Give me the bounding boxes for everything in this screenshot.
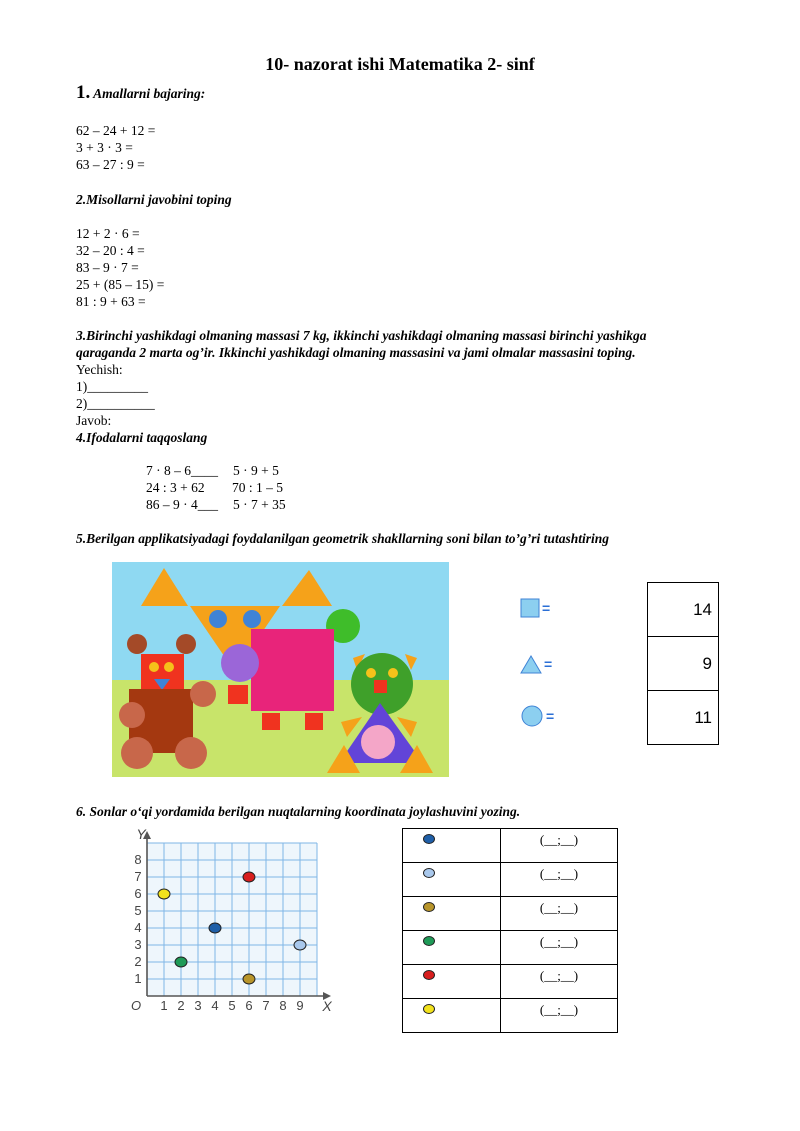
color-dot-icon	[423, 1004, 435, 1014]
coordinates-row	[403, 829, 618, 863]
origin-label: O	[130, 998, 142, 1013]
y-tick-label: 1	[134, 971, 142, 986]
x-tick-label: 5	[228, 998, 236, 1013]
grid-point	[243, 872, 255, 882]
color-dot-icon	[423, 936, 435, 946]
y-tick-label: 6	[134, 886, 142, 901]
task4-left: 7 · 8 – 6____	[146, 463, 218, 478]
color-dot-icon	[423, 970, 435, 980]
dot-cell	[403, 829, 501, 863]
task1-line: 63 – 27 : 9 =	[76, 157, 145, 172]
number-cell: 9	[648, 637, 719, 691]
task4-row	[146, 479, 283, 496]
y-tick-label: 2	[134, 954, 142, 969]
task4-right: 70 : 1 – 5	[232, 480, 284, 495]
task2-line: 25 + (85 – 15) =	[76, 277, 165, 292]
legend-equals: =	[542, 600, 551, 616]
grid-point	[175, 957, 187, 967]
task2-line: 32 – 20 : 4 =	[76, 243, 145, 258]
number-cell: 14	[648, 583, 719, 637]
task4-right: 5 · 7 + 35	[233, 497, 286, 512]
grid-point	[294, 940, 306, 950]
x-tick-label: 1	[160, 998, 168, 1013]
dot-cell	[403, 897, 501, 931]
dot-cell	[403, 931, 501, 965]
coordinate-blank: (__;__)	[501, 897, 618, 931]
coordinate-blank: (__;__)	[501, 965, 618, 999]
x-tick-label: 9	[296, 998, 304, 1013]
coordinates-table	[402, 828, 618, 1033]
x-axis-label: X	[322, 998, 332, 1014]
circle-icon	[520, 705, 544, 727]
color-dot-icon	[423, 902, 435, 912]
task1-line: 3 + 3 · 3 =	[76, 140, 133, 155]
x-tick-label: 4	[211, 998, 219, 1013]
dot-cell	[403, 965, 501, 999]
color-dot-icon	[423, 834, 435, 844]
color-dot-icon	[423, 868, 435, 878]
legend-square	[520, 598, 550, 618]
x-tick-label: 3	[194, 998, 202, 1013]
task3-heading-line1: 3.Birinchi yashikdagi olmaning massasi 7 kg, ikkinchi yashikdagi olmaning massasi birinchi yashikga	[76, 328, 647, 343]
coordinate-blank: (__;__)	[501, 999, 618, 1033]
task6-heading: 6. Sonlar o‘qi yordamida berilgan nuqtalarning koordinata joylashuvini yozing.	[76, 804, 521, 819]
y-axis-label: Y	[136, 826, 146, 842]
coordinates-row	[403, 999, 618, 1033]
legend-circle	[520, 705, 554, 727]
dot-cell	[403, 999, 501, 1033]
task3-heading-line2: qaraganda 2 marta og’ir. Ikkinchi yashikdagi olmaning massasini va jami olmalar massasini toping.	[76, 345, 636, 360]
coordinates-row	[403, 931, 618, 965]
y-tick-label: 8	[134, 852, 142, 867]
task4-row	[146, 496, 286, 513]
triangle-icon	[520, 654, 542, 674]
y-tick-label: 4	[134, 920, 142, 935]
x-tick-label: 7	[262, 998, 270, 1013]
legend-equals: =	[544, 656, 553, 672]
task4-left: 86 – 9 · 4___	[146, 497, 218, 512]
legend-triangle	[520, 654, 552, 674]
x-tick-label: 8	[279, 998, 287, 1013]
task3-step1: 1)_________	[76, 379, 148, 394]
task4-heading: 4.Ifodalarni taqqoslang	[76, 430, 208, 445]
task4-right: 5 · 9 + 5	[233, 463, 279, 478]
coordinates-row	[403, 965, 618, 999]
task1-heading-text: Amallarni bajaring:	[90, 86, 206, 101]
task2-heading: 2.Misollarni javobini toping	[76, 192, 232, 207]
grid-point	[158, 889, 170, 899]
numbers-table	[647, 582, 719, 745]
number-cell: 11	[648, 691, 719, 745]
task2-line: 12 + 2 · 6 =	[76, 226, 140, 241]
dot-cell	[403, 863, 501, 897]
task1-heading	[76, 84, 205, 102]
task3-solution-label: Yechish:	[76, 362, 123, 377]
task2-line: 83 – 9 · 7 =	[76, 260, 139, 275]
y-tick-label: 3	[134, 937, 142, 952]
applique-picture	[112, 562, 449, 777]
grid-point	[209, 923, 221, 933]
x-tick-label: 6	[245, 998, 253, 1013]
coordinate-blank: (__;__)	[501, 863, 618, 897]
task2-line: 81 : 9 + 63 =	[76, 294, 146, 309]
y-tick-label: 5	[134, 903, 142, 918]
grid-point	[243, 974, 255, 984]
task5-heading: 5.Berilgan applikatsiyadagi foydalanilgan geometrik shakllarning soni bilan to’g’ri tutashtiring	[76, 531, 609, 546]
task3-answer-label: Javob:	[76, 413, 112, 428]
legend-equals: =	[546, 708, 555, 724]
task4-left: 24 : 3 + 62	[146, 480, 205, 495]
coordinates-row	[403, 863, 618, 897]
coordinate-blank: (__;__)	[501, 931, 618, 965]
x-tick-label: 2	[177, 998, 185, 1013]
task1-line: 62 – 24 + 12 =	[76, 123, 156, 138]
page-title: 10- nazorat ishi Matematika 2- sinf	[265, 54, 535, 74]
coordinate-grid	[120, 826, 340, 1022]
task4-row	[146, 462, 279, 479]
y-tick-label: 7	[134, 869, 142, 884]
task3-step2: 2)__________	[76, 396, 155, 411]
square-icon	[520, 598, 540, 618]
coordinate-blank: (__;__)	[501, 829, 618, 863]
coordinates-row	[403, 897, 618, 931]
task1-number: 1.	[76, 82, 91, 103]
